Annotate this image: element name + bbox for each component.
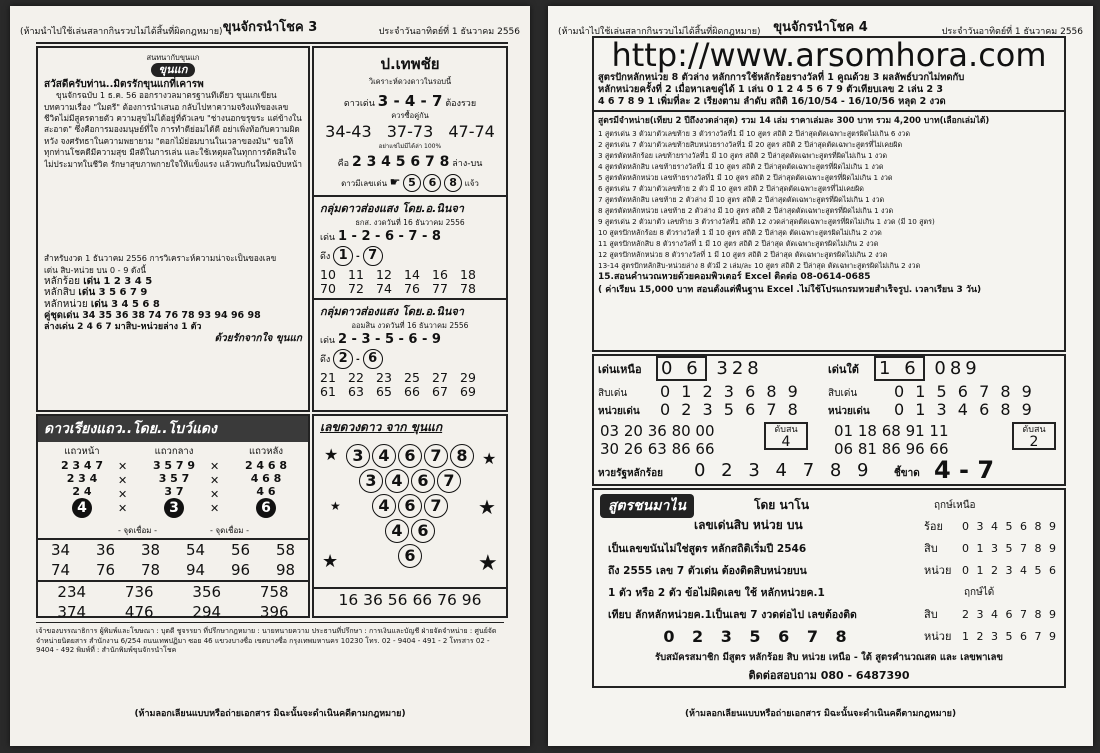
join-label: - จุดเชื่อม - [210, 526, 249, 535]
right-page [548, 6, 1093, 746]
greeting: สวัสดีครับท่าน..มิตรรักขุนแกที่เคารพ [44, 78, 204, 90]
nano-row-label: ร้อย [924, 520, 943, 533]
stack-digit: 4 [385, 519, 409, 543]
table-cell: 234 [57, 583, 87, 601]
block2-lead: 2 - 3 - 5 - 6 - 9 [337, 332, 441, 347]
s-units-label: หน่วยเด่น [828, 406, 870, 417]
nano-day-label: ฤกษ์ได้ [964, 587, 995, 598]
table-cell: 38 [140, 541, 161, 559]
s-tens-label: สิบเด่น [828, 388, 858, 399]
s-box-value: 2 [1029, 434, 1039, 450]
table-cell: 58 [275, 541, 296, 559]
pair-value: 37-73 [386, 122, 434, 141]
block1-lead: 1 - 2 - 6 - 7 - 8 [337, 229, 441, 244]
number-cell: 65 [376, 384, 392, 399]
table-cell: 36 [95, 541, 116, 559]
nano-formula-box [592, 488, 1066, 688]
list-item: 6 สูตรเด่น 7 ตัวมาตัวเลขท้าย 2 ตัว มี 10 สูตร สถิติ 2 ปีล่าสุดตัดเฉพาะสูตรที่ไม่เคยผิด [598, 184, 864, 193]
table-cell: 98 [275, 561, 296, 579]
table-cell: 758 [259, 583, 289, 601]
list-item: 9 สูตรเด่น 2 ตัวมาตัว เลขท้าย 3 ตัวรางวัลที่1 สถิติ 12 งวดล่าสุดตัดเฉพาะสูตรที่ผิดไม่เกิน 1 งวด (มี 10 สูตร) [598, 217, 935, 226]
s-box [1012, 422, 1056, 450]
n-box-label: ดับสน [774, 425, 798, 435]
stack-row [314, 544, 506, 568]
guide-label: ดาวมีเลขเด่น [341, 179, 388, 188]
stack-row [314, 494, 506, 518]
block2-pull-b: 6 [363, 349, 383, 369]
n-units-label: หน่วยเด่น [598, 406, 640, 417]
left-header [20, 12, 520, 44]
number-cell: 10 [320, 267, 336, 282]
stack-row [314, 519, 506, 543]
north-digit: 2 [731, 358, 748, 379]
south-boxed [874, 356, 925, 381]
cut-tail: ล่าง-บน [452, 159, 483, 169]
website-url[interactable]: http://www.arsomhora.com [611, 36, 1047, 74]
nano-line: เป็นเลขขนันไม่ใช่สูตร หลักสถิติเริ่มปี 2546 [608, 543, 807, 555]
lane-back-key: 6 [256, 498, 276, 518]
stack-digit: 6 [398, 444, 422, 468]
star-tail: ต้องรวย [445, 99, 477, 109]
list-item: 2 สูตรเด่น 7 ตัวมาตัวเลขท้ายสิบหน่วยรางวัลที่1 มี 20 สูตร สถิติ 2 ปีล่าสุดตัดเฉพาะสูตรที่ไม่เคยผิด [598, 140, 903, 149]
verdict-value: 4 - 7 [934, 456, 995, 484]
number-cell: 22 [348, 370, 364, 385]
nano-row-label: สิบ [924, 608, 938, 621]
signature: ด้วยรักจากใจ ขุนแก [214, 333, 302, 345]
list-item: 15.สอนคำนวณหวยด้วยคอมพิวเตอร์ Excel ติดต่อ 08-0614-0685 [598, 272, 871, 282]
list-item: 13-14 สูตรปักหลักสิบ-หน่วยล่าง 8 ตัวมี 2 เล่ม/ละ 10 สูตร สถิติ 2 ปีล่าสุด ตัดเฉพาะสูตรผิดไม่เกิน 2 งวด [598, 261, 921, 270]
nano-digits: 0 2 3 5 6 7 8 [663, 627, 853, 646]
lane-back-row: 4 6 [256, 485, 276, 498]
number-cell: 67 [432, 384, 448, 399]
nano-row [924, 626, 1064, 648]
hundreds-label: หวยรัฐหลักร้อย [598, 468, 663, 479]
lane-mid-label: แถวกลาง [154, 446, 194, 457]
pair-label: ควรซื้อคู่กัน [391, 111, 429, 120]
block2-subtitle: ออมสิน งวดวันที่ 16 ธันวาคม 2556 [351, 321, 469, 330]
nano-row-value: 1 2 3 5 6 7 9 [962, 630, 1058, 643]
number-cell: 12 [376, 267, 392, 282]
nano-row [924, 604, 1064, 626]
sub-line: เด่น สิบ-หน่วย บน 0 - 9 ดังนี้ [44, 264, 146, 275]
digit-row [44, 299, 302, 310]
right-header-date: ประจำวันอาทิตย์ที่ 1 ธันวาคม 2556 [941, 27, 1083, 37]
lane-back-row: 2 4 6 8 [244, 459, 288, 472]
number-cell: 14 [404, 267, 420, 282]
list-item: 10 สูตรปักหลักร้อย 8 ตัวรางวัลที่ 1 มี 10 สูตร สถิติ 2 ปีล่าสุด ตัดเฉพาะสูตรผิดไม่เกิน 2 งวด [598, 228, 882, 237]
formula-sales-box [592, 36, 1066, 352]
south-digit: 0 [934, 358, 950, 379]
cross-icon: ✕ ✕ ✕ ✕ [210, 460, 220, 515]
table-cell: 374 [57, 603, 87, 621]
intro-line: สูตรปักหลักหน่วย 8 ตัวล่าง หลักการใช้หลักร้อยรางวัลที่ 1 คูณด้วย 3 ผลลัพธ์บวกไม่ทดกับ [598, 72, 965, 83]
s-pairs: 01 18 68 91 11 [834, 422, 949, 440]
guide-number: 6 [423, 174, 441, 192]
s-pairs: 06 81 86 96 66 [834, 440, 949, 458]
nano-row-value: 0 1 3 5 7 8 9 [962, 542, 1058, 555]
list-item: 5 สูตรตัดหลักหน่วย เลขท้ายรางวัลที่1 มี 10 สูตร สถิติ 2 ปีล่าสุดตัดเฉพาะสูตรที่ผิดไม่เกิน 1 งวด [598, 173, 893, 182]
intro-line: หลักหน่วยครั้งที่ 2 เมื่อหาเลขคู่ได้ 1 เล่น 0 1 2 4 5 6 7 9 ตัวเทียบเลข 2 เล่น 2 3 [598, 84, 943, 95]
number-cell: 77 [432, 281, 448, 296]
nano-line: เทียบ ลักหลักหน่วยค.1เป็นเลข 7 งวดต่อไป เลขต้องติด [608, 609, 857, 621]
nano-line: 1 ตัว หรือ 2 ตัว ข้อไม่ผิดเลข ใช้ หลักหน่วยค.1 [608, 587, 825, 599]
star-numbers: 3 - 4 - 7 [377, 92, 443, 110]
cut-numbers: 2 3 4 5 6 7 8 [351, 154, 450, 170]
join-label: - จุดเชื่อม - [118, 526, 157, 535]
table-cell: 56 [230, 541, 251, 559]
digit-row-label: หลักสิบ [44, 287, 76, 299]
list-item: 8 สูตรตัดหลักหน่วย เลขท้าย 2 ตัวล่าง มี 10 สูตร สถิติ 2 ปีล่าสุดตัดเฉพาะสูตรที่ผิดไม่เกิน 1 งวด [598, 206, 894, 215]
number-cell: 78 [460, 281, 476, 296]
list-item: ( ค่าเรียน 15,000 บาท สอนตั้งแต่พื้นฐาน Excel .ไม่ใช้โปรแกรมหวยสำเร็จรูป. เวลาเรียน 3 วัน) [598, 285, 982, 295]
nano-row-label: หน่วย [924, 630, 952, 643]
nano-row [924, 538, 1064, 560]
stack-row [314, 469, 506, 493]
theppachai-title: ป.เทพชัย [380, 55, 440, 73]
digit-row-value: เด่น 3 4 5 6 8 [90, 298, 160, 310]
bowdaeng-title: ดาวเรียงแถว..โดย..โบว์แดง [38, 416, 308, 442]
list-item: 12 สูตรปักหลักหน่วย 8 ตัวรางวัลที่ 1 มี 10 สูตร สถิติ 2 ปีล่าสุด ตัดเฉพาะสูตรผิดไม่เกิน 2 งวด [598, 250, 888, 259]
block1-pull-label: ดึง [320, 252, 331, 262]
guide-number: 8 [444, 174, 462, 192]
list-item: 3 สูตรตัดหลักร้อย เลขท้ายรางวัลที่1 มี 10 สูตร สถิติ 2 ปีล่าสุดตัดเฉพาะสูตรที่ผิดไม่เกิน 1 งวด [598, 151, 888, 160]
sponsor-label: สนทนากับขุนแก [146, 53, 200, 62]
number-cell: 66 [404, 384, 420, 399]
digit-row-value: เด่น 3 5 6 7 9 [78, 287, 148, 299]
nano-row [924, 560, 1064, 582]
left-bottom-notice: (ห้ามลอกเลียนแบบหรือถ่ายเอกสาร มิฉะนั้นจะดำเนินคดีตามกฎหมาย) [134, 709, 406, 719]
lane-front-row: 2 3 4 [66, 472, 98, 485]
block1-pull-b: 7 [363, 246, 383, 266]
north-digit: 3 [716, 358, 732, 379]
bowdaeng-section [36, 414, 310, 621]
n-box-value: 4 [781, 434, 791, 450]
table-cell: 294 [192, 603, 222, 621]
star-icon: ★ [324, 445, 339, 464]
stack-digit: 6 [411, 469, 435, 493]
star-icon: ★ [478, 495, 496, 519]
table-row [38, 602, 308, 622]
right-header-title: ขุนจักรนำโชค 4 [773, 20, 868, 35]
north-digit: 8 [747, 358, 763, 379]
table-cell: 96 [230, 561, 251, 579]
lane-mid-row: 3 5 7 [158, 472, 190, 485]
left-header-date: ประจำวันอาทิตย์ที่ 1 ธันวาคม 2556 [378, 27, 520, 37]
nano-title: เลขเด่นสิบ หน่วย บน [694, 518, 803, 532]
block1-subtitle: ธกส. งวดวันที่ 16 ธันวาคม 2556 [355, 218, 465, 227]
stack-digit: 3 [359, 469, 383, 493]
digit-row [44, 287, 302, 298]
table-cell: 356 [192, 583, 222, 601]
stack-digit: 7 [424, 494, 448, 518]
number-cell: 18 [460, 267, 476, 282]
number-cell: 23 [376, 370, 392, 385]
pair-note: อย่าแช่ไม่มีได้ล่า 100% [378, 143, 442, 150]
block1-lead-label: เด่น [320, 233, 336, 243]
table-cell: 736 [124, 583, 154, 601]
cross-icon: ✕ ✕ ✕ ✕ [118, 460, 128, 515]
nano-row-value: 0 3 4 5 6 8 9 [962, 520, 1058, 533]
star-icon: ★ [482, 449, 497, 468]
star-icon: ★ [322, 551, 339, 572]
number-cell: 27 [432, 370, 448, 385]
star-icon: ★ [330, 499, 341, 513]
table-cell: 34 [50, 541, 71, 559]
stack-digit: 6 [398, 544, 422, 568]
number-cell: 29 [460, 370, 476, 385]
number-cell: 21 [320, 370, 336, 385]
article-body: ขุนจักรฉบับ 1 ธ.ค. 56 ออกรางวลมาตรฐานทีเดียว ขุนแกเขียนบทความเรื่อง "ใมตรี" ต้องการนำเสนอ กลับไปหาความจริงแท้ของเลข ชีวิตไม่มีสูตรตายตัว ความสุขไม่ได้อยู่ที่ตัวเลข "ช่างนอกขรุขระ แต่ข้างในสะอาด" ซึ่งคือการมองมนุษย์ที่ใจ การทำดีย่อมได้ดี อย่าเพิ่งท้อกับความผิดหวัง จงศรัทธาในความพยายาม "ดอกไม้ย่อมบานในเวลาของมัน" ขอให้ทุกท่านโชคดีมีความสุข มีสติในการเล่น และใช้เหตุผลในทุกการตัดสินใจ ไม่ประมาทในชีวิต รักษาสุขภาพกายใจให้แข็งแรง แล้วพบกันใหม่ฉบับหน้า [44, 90, 302, 169]
south-digit: 1 [879, 358, 895, 379]
star-icon: ★ [478, 551, 498, 576]
table-row [38, 560, 308, 580]
list-item: 7 สูตรตัดหลักสิบ เลขท้าย 2 ตัวล่าง มี 10 สูตร สถิติ 2 ปีล่าสุดตัดเฉพาะสูตรที่ผิดไม่เกิน 1 งวด [598, 195, 885, 204]
digit-row-label: หลักร้อย [44, 276, 81, 288]
contact-line: ติดต่อสอบถาม 080 - 6487390 [748, 669, 910, 682]
nano-line: ถึง 2555 เลข 7 ตัวเด่น ต้องติดสิบหน่วยบน [608, 565, 807, 577]
north-digit: 0 [661, 358, 677, 379]
number-cell: 76 [404, 281, 420, 296]
theppachai-subtitle: วิเคราะห์ดวงดาวในรอบนี้ [368, 77, 452, 86]
stack-digit: 7 [424, 444, 448, 468]
nano-logo-wrap [600, 494, 694, 518]
lane-front-key: 4 [72, 498, 92, 518]
formula-list [594, 128, 1064, 297]
number-cell: 61 [320, 384, 336, 399]
table-cell: 396 [259, 603, 289, 621]
table-cell: 476 [124, 603, 154, 621]
nano-row-label: หน่วย [924, 564, 952, 577]
block2-pull-label: ดึง [320, 355, 331, 365]
n-tens-label: สิบเด่น [598, 388, 628, 399]
number-cell: 72 [348, 281, 364, 296]
table-cell: 74 [50, 561, 71, 579]
number-cell: 63 [348, 384, 364, 399]
north-south-box [592, 354, 1066, 486]
nano-row-value: 2 3 4 6 7 8 9 [962, 608, 1058, 621]
stack-digit: 7 [437, 469, 461, 493]
s-box-label: ดับสน [1022, 425, 1046, 435]
number-cell: 74 [376, 281, 392, 296]
left-header-notice: (ห้ามนำไปใช้เล่นสลากกินรวบไม่ได้สิ้นที่ผิดกฎหมาย) [20, 27, 223, 37]
number-cell: 16 [432, 267, 448, 282]
cut-label: คือ [337, 159, 350, 169]
theppachai-column: ป.เทพชัย วิเคราะห์ดวงดาวในรอบนี้ ดาวเด่น 3 - 4 - 7 ต้องรวย ควรซื้อคู่กัน 34-43 37-73 47-74 อย่าแช่ไม่มีได้ล่า 100% คือ 2 3 4 5 6 7 8 ล่าง-บน ดาวมีเลขเด่น ☛ 5 6 8 แจ้ว กลุ่มดาวส่องแสง โดย.อ.นินจา ธกส. งวดวันที่ 16 ธันวาคม 2556 เด่น 1 - 2 - 6 - 7 - 8 ดึง 1 - 7 10 11 12 14 16 18 70 72 74 76 77 78 กลุ่มดาวส่องแสง โดย.อ.นินจา ออมสิน งวดวันที่ 16 ธันวาคม 2556 เด่น 2 - 3 - 5 - 6 - 9 ดึง 2 - 6 21 22 23 25 27 29 61 63 65 66 67 69 [312, 46, 508, 412]
lane-front-label: แถวหน้า [64, 446, 100, 457]
right-header-notice: (ห้ามนำไปใช้เล่นสลากกินรวบไม่ได้สิ้นที่ผิดกฎหมาย) [558, 27, 761, 37]
stack-digit: 3 [346, 444, 370, 468]
block2-title: กลุ่มดาวส่องแสง โดย.อ.นินจา [320, 305, 464, 318]
digit-row-value: เด่น 1 2 3 4 5 [83, 276, 153, 288]
n-units: 0 2 3 5 6 7 8 [660, 400, 801, 419]
khunkae-star-title: เลขดวงดาว จาก ขุนแก [320, 420, 443, 434]
verdict-label: ชี้ขาด [894, 468, 920, 479]
stack-digit: 4 [372, 494, 396, 518]
n-pairs: 30 26 63 86 66 [600, 440, 715, 458]
lane-back-row: 4 6 8 [250, 472, 282, 485]
lane-mid-row: 3 5 7 9 [152, 459, 196, 472]
number-stack [314, 443, 506, 569]
list-title: สูตรมีจำหน่าย(เทียบ 2 ปีถึงงวดล่าสุด) รวม 14 เล่ม ราคาเล่มละ 300 บาท รวม 4,200 บาท(เลือกเล่มได้) [598, 116, 990, 126]
stack-digit: 4 [372, 444, 396, 468]
lane-mid-key: 3 [164, 498, 184, 518]
pair-value: 47-74 [448, 122, 495, 141]
stack-digit: 8 [450, 444, 474, 468]
digit-row-label: หลักหน่วย [44, 298, 88, 310]
south-digit: 8 [949, 358, 966, 379]
north-boxed [656, 356, 707, 381]
star-label: ดาวเด่น [343, 99, 375, 109]
s-tens: 0 1 5 6 7 8 9 [894, 382, 1035, 401]
nano-by: โดย นาโน [754, 498, 810, 512]
right-bottom-notice: (ห้ามลอกเลียนแบบหรือถ่ายเอกสาร มิฉะนั้นจะดำเนินคดีตามกฎหมาย) [684, 709, 957, 719]
khunkae-bottom-numbers: 16 36 56 66 76 96 [314, 587, 506, 609]
list-item: 4 สูตรตัดหลักสิบ เลขท้ายรางวัลที่1 มี 10 สูตร สถิติ 2 ปีล่าสุดตัดเฉพาะสูตรที่ผิดไม่เกิน 1 งวด [598, 162, 884, 171]
n-tens: 0 1 2 3 6 8 9 [660, 382, 801, 401]
left-footer: เจ้าของบรรณาธิการ ผู้พิมพ์และโฆษณา : บุตดี ชูจรรยา ที่ปรึกษากฎหมาย : นายทนายความ ประธานที่ปรึกษา : การเงินและบัญชี ฝ่ายจัดจำหน่าย : ศูนย์จัดจำหน่ายนิตยสาร สำนักงาน 6/254 ถนนเทพปฏิมา ซอย 46 แขวงบางซื่อ เขตบางซื่อ กรุงเทพมหานคร 10230 โทร. 02 - 9404 - 491 - 2 โทรสาร 02 - 9404 - 492 พิมพ์ที่ : สำนักพิมพ์ขุนจักรนำโชค [36, 622, 504, 697]
stack-digit: 6 [411, 519, 435, 543]
stack-digit: 6 [398, 494, 422, 518]
number-cell: 11 [348, 267, 364, 282]
left-header-title: ขุนจักรนำโชค 3 [222, 20, 318, 35]
number-cell: 69 [460, 384, 476, 399]
s-units: 0 1 3 4 6 8 9 [894, 400, 1035, 419]
left-header-rule [36, 42, 508, 44]
table-cell: 94 [185, 561, 206, 579]
khunkae-logo: ขุนแก [151, 63, 196, 76]
khunkae-star-section [312, 414, 508, 618]
south-digit: 9 [965, 358, 981, 379]
stack-row [314, 444, 506, 468]
three-digit-table [38, 582, 308, 622]
pair-line: คู่ชุดเด่น 34 35 36 38 74 76 78 93 94 96 98 [44, 310, 261, 322]
khunkae-column [36, 46, 310, 412]
nano-north-label: ฤกษ์เหนือ [934, 500, 976, 511]
digit-row [44, 276, 302, 287]
stack-digit: 4 [385, 469, 409, 493]
table-row [38, 540, 308, 560]
intro-line: 4 6 7 8 9 1 เพิ่มที่ละ 2 เรียงตาม ลำดับ สถิติ 16/10/54 - 16/10/56 หลุด 2 งวด [598, 96, 946, 107]
n-pairs: 03 20 36 80 00 [600, 422, 715, 440]
guide-tail: แจ้ว [464, 179, 479, 188]
block2-pull-a: 2 [333, 349, 353, 369]
table-cell: 54 [185, 541, 206, 559]
hand-icon: ☛ [389, 175, 401, 189]
lower-line: ล่างเด่น 2 4 6 7 มาสิบ-หน่วยล่าง 1 ตัว [44, 321, 202, 332]
north-label: เด่นเหนือ [598, 363, 642, 376]
list-item: 1 สูตรเด่น 3 ตัวมาตัวเลขท้าย 3 ตัวรางวัลที่1 มี 10 สูตร สถิติ 2 ปีล่าสุดตัดเฉพาะสูตรผิดไม่เกิน 6 งวด [598, 129, 910, 138]
guide-number: 5 [403, 174, 421, 192]
nano-row-label: สิบ [924, 542, 938, 555]
table-cell: 78 [140, 561, 161, 579]
block1-numbers [320, 268, 500, 296]
table-cell: 76 [95, 561, 116, 579]
lane-back-label: แถวหลัง [249, 446, 283, 457]
list-item: 11 สูตรปักหลักสิบ 8 ตัวรางวัลที่ 1 มี 10 สูตร สถิติ 2 ปีล่าสุด ตัดเฉพาะสูตรผิดไม่เกิน 2 งวด [598, 239, 879, 248]
block1-pull-a: 1 [333, 246, 353, 266]
lane-mid-row: 3 7 [164, 485, 184, 498]
issue-line: สำหรับงวด 1 ธันวาคม 2556 การวิเคราะห์ความน่าจะเป็นของเลข [44, 253, 277, 264]
south-digit: 6 [904, 358, 920, 379]
table-row [38, 582, 308, 602]
nano-row [924, 516, 1064, 538]
two-digit-table [38, 540, 308, 580]
number-cell: 70 [320, 281, 336, 296]
pair-value: 34-43 [325, 122, 372, 141]
number-cell: 25 [404, 370, 420, 385]
block2-numbers [320, 371, 500, 399]
nano-logo: สูตรชนมาไน [600, 494, 694, 518]
nano-row-value: 0 1 2 3 4 5 6 [962, 564, 1058, 577]
left-page [10, 6, 530, 746]
recruit-line: รับสมัครสมาชิก มีสูตร หลักร้อย สิบ หน่วย เหนือ - ใต้ สูตรคำนวณสด และ เลขพาเลข [655, 652, 1003, 663]
hundreds-digits: 0 2 3 4 7 8 9 [694, 460, 874, 481]
lane-front-row: 2 3 4 7 [60, 459, 104, 472]
block1-title: กลุ่มดาวส่องแสง โดย.อ.นินจา [320, 202, 464, 215]
lane-front-row: 2 4 [72, 485, 92, 498]
north-digit: 6 [686, 358, 702, 379]
block2-lead-label: เด่น [320, 336, 336, 346]
south-label: เด่นใต้ [828, 363, 859, 376]
n-box [764, 422, 808, 450]
